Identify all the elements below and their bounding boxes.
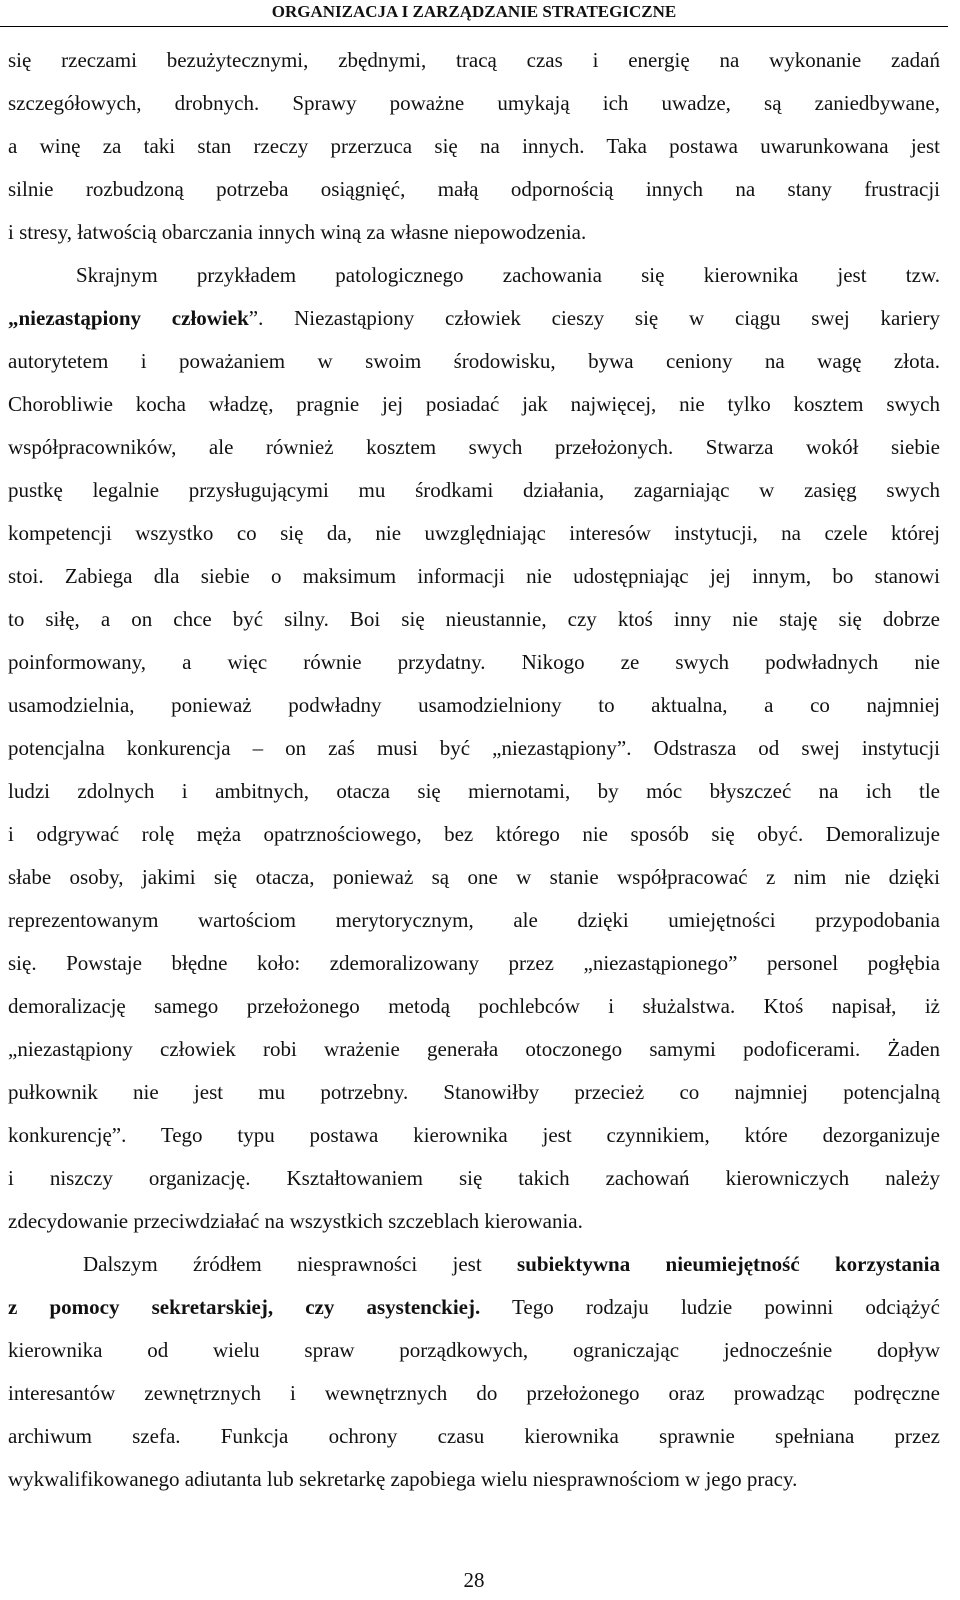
text-span: Dalszym źródłem niesprawności jest: [83, 1252, 518, 1276]
text-line: [8, 1243, 940, 1286]
bold-term: „niezastąpiony człowiek: [8, 306, 249, 330]
text-line: i odgrywać rolę męża opatrznościowego, bez którego nie sposób się obyć. Demoralizuje: [8, 822, 940, 846]
text-line: potencjalna konkurencja – on zaś musi być „niezastąpiony”. Odstrasza od swej instytucji: [8, 736, 940, 760]
text-line: usamodzielnia, ponieważ podwładny usamodzielniony to aktualna, a co najmniej: [8, 693, 940, 717]
text-line: a winę za taki stan rzeczy przerzuca się na innych. Taka postawa uwarunkowana jest: [8, 134, 940, 158]
running-header: ORGANIZACJA I ZARZĄDZANIE STRATEGICZNE: [0, 0, 948, 27]
text-line: [8, 297, 940, 340]
text-line: stoi. Zabiega dla siebie o maksimum informacji nie udostępniając jej innym, bo stanowi: [8, 564, 940, 588]
text-line: ludzi zdolnych i ambitnych, otacza się miernotami, by móc błyszczeć na ich tle: [8, 779, 940, 803]
text-line: poinformowany, a więc równie przydatny. Nikogo ze swych podwładnych nie: [8, 650, 940, 674]
text-span: ”. Niezastąpiony człowiek cieszy się w ciągu swej kariery: [248, 306, 940, 330]
text-line: to siłę, a on chce być silny. Boi się nieustannie, czy ktoś inny nie staję się dobrze: [8, 607, 940, 631]
text-line: pułkownik nie jest mu potrzebny. Stanowiłby przecież co najmniej potencjalną: [8, 1080, 940, 1104]
text-line: zdecydowanie przeciwdziałać na wszystkich szczeblach kierowania.: [8, 1209, 583, 1233]
bold-term: subiektywna nieumiejętność korzystania: [517, 1252, 940, 1276]
text-line: kompetencji wszystko co się da, nie uwzględniając interesów instytucji, na czele której: [8, 521, 940, 545]
text-line: się rzeczami bezużytecznymi, zbędnymi, tracą czas i energię na wykonanie zadań: [8, 48, 940, 72]
text-line: interesantów zewnętrznych i wewnętrznych do przełożonego oraz prowadząc podręczne: [8, 1381, 940, 1405]
text-line: słabe osoby, jakimi się otacza, ponieważ są one w stanie współpracować z nim nie dzięki: [8, 865, 940, 889]
text-line: [8, 1286, 940, 1329]
text-span: Tego rodzaju ludzie powinni odciążyć: [480, 1295, 940, 1319]
text-line: wykwalifikowanego adiutanta lub sekretarkę zapobiega wielu niesprawnościom w jego pracy.: [8, 1467, 798, 1491]
text-line: i niszczy organizację. Kształtowaniem się takich zachowań kierowniczych należy: [8, 1166, 940, 1190]
bold-term: z pomocy sekretarskiej, czy asystenckiej.: [8, 1295, 481, 1319]
text-line: szczegółowych, drobnych. Sprawy poważne umykają ich uwadze, są zaniedbywane,: [8, 91, 940, 115]
text-line: konkurencję”. Tego typu postawa kierownika jest czynnikiem, które dezorganizuje: [8, 1123, 940, 1147]
text-line: reprezentowanym wartościom merytorycznym, ale dzięki umiejętności przypodobania: [8, 908, 940, 932]
text-line: autorytetem i poważaniem w swoim środowisku, bywa ceniony na wagę złota.: [8, 349, 940, 373]
text-line: kierownika od wielu spraw porządkowych, ograniczając jednocześnie dopływ: [8, 1338, 940, 1362]
text-line: archiwum szefa. Funkcja ochrony czasu kierownika sprawnie spełniana przez: [8, 1424, 940, 1448]
body-text: [8, 39, 940, 1501]
text-line: Chorobliwie kocha władzę, pragnie jej posiadać jak najwięcej, nie tylko kosztem swych: [8, 392, 940, 416]
text-line: i stresy, łatwością obarczania innych winą za własne niepowodzenia.: [8, 220, 587, 244]
text-line: Skrajnym przykładem patologicznego zachowania się kierownika jest tzw.: [76, 263, 940, 287]
text-line: pustkę legalnie przysługującymi mu środkami działania, zagarniając w zasięg swych: [8, 478, 940, 502]
text-line: demoralizację samego przełożonego metodą pochlebców i służalstwa. Ktoś napisał, iż: [8, 994, 940, 1018]
text-line: się. Powstaje błędne koło: zdemoralizowany przez „niezastąpionego” personel pogłębia: [8, 951, 940, 975]
text-line: silnie rozbudzoną potrzeba osiągnięć, małą odpornością innych na stany frustracji: [8, 177, 940, 201]
text-line: współpracowników, ale również kosztem swych przełożonych. Stwarza wokół siebie: [8, 435, 940, 459]
text-line: „niezastąpiony człowiek robi wrażenie generała otoczonego samymi podoficerami. Żaden: [8, 1037, 940, 1061]
page-number: 28: [463, 1568, 485, 1592]
